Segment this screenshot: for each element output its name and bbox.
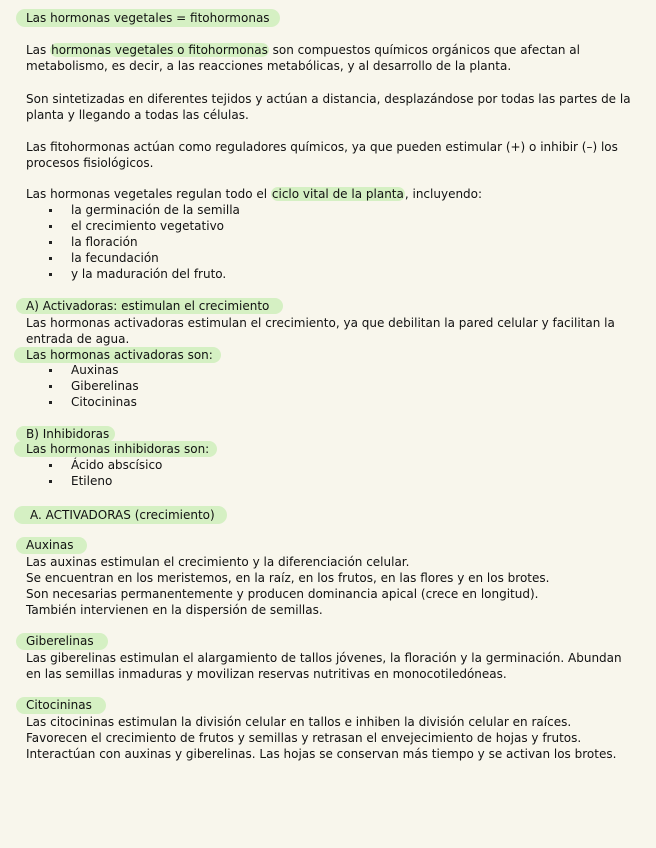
intro-highlight: hormonas vegetales o fitohormonas xyxy=(51,43,268,57)
list-item: Ácido abscísico xyxy=(46,457,162,473)
giberelinas-line: Las giberelinas estimulan el alargamiento de tallos jóvenes, la floración y la germinación. Abundan xyxy=(26,651,622,665)
list-item: la germinación de la semilla xyxy=(46,202,240,218)
auxinas-text xyxy=(26,554,634,618)
citocininas-line: Las citocininas estimulan la división celular en tallos e inhiben la división celular en raíces. xyxy=(26,715,572,729)
life-cycle-list xyxy=(46,202,240,282)
list-item: y la maduración del fruto. xyxy=(46,266,240,282)
activadoras-list xyxy=(46,362,139,410)
life-cycle-paragraph xyxy=(26,186,634,202)
intro-paragraph xyxy=(26,42,634,74)
citocininas-line: Interactúan con auxinas y giberelinas. Las hojas se conservan más tiempo y se activan los brotes. xyxy=(26,747,617,761)
giberelinas-line: en las semillas inmaduras y movilizan reservas nutritivas en monocotiledóneas. xyxy=(26,667,507,681)
inhibidoras-list xyxy=(46,457,162,489)
intro-pre: Las xyxy=(26,43,51,57)
section-b-heading: B) Inhibidoras xyxy=(16,426,115,442)
life-cycle-highlight: ciclo vital de la planta xyxy=(271,187,404,201)
regulators-paragraph: Las fitohormonas actúan como reguladores químicos, ya que pueden estimular (+) o inhibir (–) los procesos fisiológicos. xyxy=(26,140,618,170)
citocininas-line: Favorecen el crecimiento de frutos y semillas y retrasan el envejecimiento de hojas y frutos. xyxy=(26,731,582,745)
citocininas-heading: Citocininas xyxy=(16,697,106,714)
section-a-heading: A) Activadoras: estimulan el crecimiento xyxy=(16,298,283,314)
page-title: Las hormonas vegetales = fitohormonas xyxy=(16,9,280,27)
section-a-list-label: Las hormonas activadoras son: xyxy=(14,347,221,363)
life-cycle-post: , incluyendo: xyxy=(404,187,483,201)
section-b-list-label: Las hormonas inhibidoras son: xyxy=(14,441,217,457)
auxinas-line: Son necesarias permanentemente y producen dominancia apical (crece en longitud). xyxy=(26,587,539,601)
activadoras-heading: A. ACTIVADORAS (crecimiento) xyxy=(14,506,227,524)
auxinas-line: Las auxinas estimulan el crecimiento y la diferenciación celular. xyxy=(26,555,410,569)
auxinas-line: Se encuentran en los meristemos, en la raíz, en los frutos, en las flores y en los brotes. xyxy=(26,571,550,585)
list-item: el crecimiento vegetativo xyxy=(46,218,240,234)
citocininas-text xyxy=(26,714,634,762)
section-a-text: Las hormonas activadoras estimulan el crecimiento, ya que debilitan la pared celular y facilitan la entrada de agua. xyxy=(26,316,615,346)
synthesis-paragraph: Son sintetizadas en diferentes tejidos y actúan a distancia, desplazándose por todas las partes de la planta y llegando a todas las células. xyxy=(26,92,631,122)
giberelinas-text xyxy=(26,650,634,682)
list-item: Citocininas xyxy=(46,394,139,410)
list-item: la floración xyxy=(46,234,240,250)
intro-post: son compuestos químicos orgánicos que afectan al metabolismo, es decir, a las reacciones metabólicas, y al desarrollo de la planta. xyxy=(26,43,580,73)
list-item: la fecundación xyxy=(46,250,240,266)
list-item: Giberelinas xyxy=(46,378,139,394)
life-cycle-pre: Las hormonas vegetales regulan todo el xyxy=(26,187,271,201)
list-item: Etileno xyxy=(46,473,162,489)
auxinas-line: También intervienen en la dispersión de semillas. xyxy=(26,603,323,617)
list-item: Auxinas xyxy=(46,362,139,378)
giberelinas-heading: Giberelinas xyxy=(16,633,108,650)
auxinas-heading: Auxinas xyxy=(16,537,87,554)
